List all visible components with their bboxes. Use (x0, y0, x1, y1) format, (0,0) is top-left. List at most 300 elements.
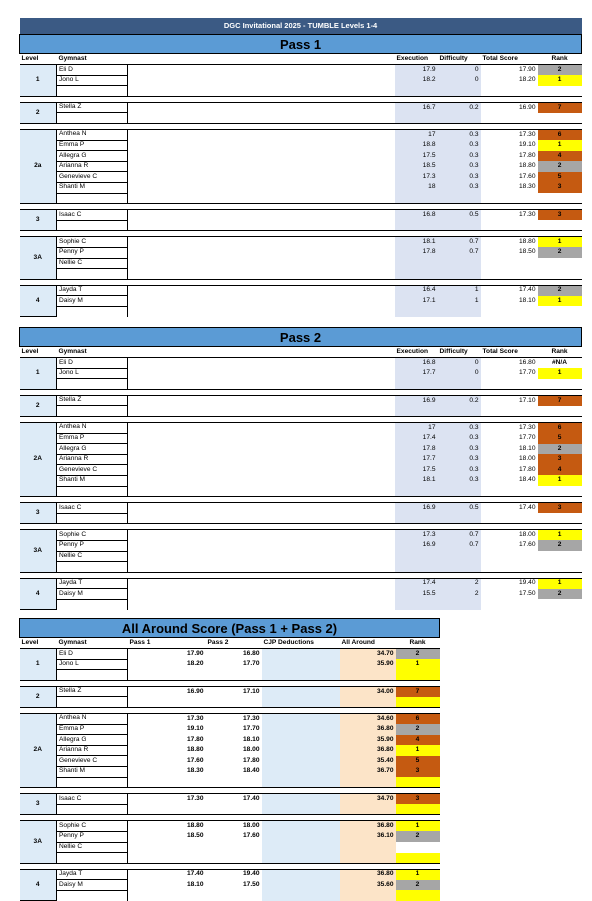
allaround-score (340, 777, 396, 788)
pass2-score: 18.10 (242, 735, 260, 743)
execution-score: 17.7 (395, 454, 438, 465)
gymnast-name (57, 86, 128, 97)
table-row (20, 102, 582, 113)
execution-score: 18.2 (395, 75, 438, 86)
level-cell: 2 (20, 395, 57, 416)
rank-header: Rank (538, 347, 582, 358)
execution-score: 17.5 (395, 465, 438, 476)
pass1-sheet (19, 18, 582, 317)
table-row (20, 247, 582, 258)
difficulty-score: 0 (438, 75, 481, 86)
cjp-deduction (262, 777, 340, 788)
allaround-score: 36.80 (340, 869, 396, 880)
cjp-deduction (262, 659, 340, 670)
execution-score: 17.9 (395, 65, 438, 76)
execution-score: 16.9 (395, 503, 438, 514)
execution-score: 17.4 (395, 433, 438, 444)
header-row (20, 347, 582, 358)
gymnast-name: Emma P (57, 724, 128, 735)
table-row (20, 686, 440, 697)
allaround-score: 34.00 (340, 686, 396, 697)
execution-score: 18.1 (395, 475, 438, 486)
gymnast-name: Stella Z (57, 686, 128, 697)
total-score: 17.60 (481, 172, 538, 183)
rank-badge: 7 (396, 686, 440, 697)
spacer-cell (128, 172, 395, 183)
execution-score: 16.9 (395, 395, 438, 406)
table-row (20, 65, 582, 76)
difficulty-score: 0.3 (438, 444, 481, 455)
total-score (481, 551, 538, 562)
pass1-score (128, 670, 206, 681)
spacer-cell (128, 358, 395, 369)
difficulty-score (438, 86, 481, 97)
rank-badge: 3 (538, 503, 582, 514)
gymnast-name: Eli D (57, 649, 128, 660)
difficulty-score: 0.3 (438, 182, 481, 193)
cjp-deduction (262, 724, 340, 735)
cjp-deduction (262, 735, 340, 746)
level-cell: 4 (20, 869, 57, 901)
rank-badge: 1 (396, 659, 440, 670)
pass1-score: 18.50 (186, 832, 204, 840)
difficulty-score: 0.2 (438, 102, 481, 113)
table-row (20, 220, 582, 231)
rank-badge: 1 (538, 530, 582, 541)
total-score (481, 513, 538, 524)
allaround-score (340, 697, 396, 708)
gymnast-name (57, 379, 128, 390)
pass2-sheet (19, 327, 582, 610)
allaround-score: 36.10 (340, 831, 396, 842)
rank-badge: 2 (538, 161, 582, 172)
gymnast-name: Arianna R (57, 454, 128, 465)
execution-score (395, 306, 438, 317)
rank-badge (396, 890, 440, 901)
allaround-score: 35.90 (340, 735, 396, 746)
table-row (20, 306, 582, 317)
total-score: 18.10 (481, 296, 538, 307)
total-header: Total Score (481, 347, 538, 358)
gymnast-name: Allegra G (57, 735, 128, 746)
level-header: Level (20, 347, 57, 358)
total-header: Total Score (481, 54, 538, 65)
difficulty-score: 0.3 (438, 151, 481, 162)
rank-badge: 4 (538, 465, 582, 476)
gymnast-name: Eli D (57, 65, 128, 76)
execution-score (395, 513, 438, 524)
difficulty-score (438, 269, 481, 280)
gymnast-name: Penny P (57, 831, 128, 842)
cjp-deduction (262, 869, 340, 880)
table-row (20, 766, 440, 777)
spacer-cell (128, 513, 395, 524)
allaround-table (19, 618, 440, 901)
gymnast-name: Emma P (57, 140, 128, 151)
table-row (20, 551, 582, 562)
table-row (20, 745, 440, 756)
difficulty-score: 2 (438, 578, 481, 589)
table-row (20, 540, 582, 551)
table-row (20, 486, 582, 497)
rank-badge: 6 (396, 713, 440, 724)
gymnast-name: Genevieve C (57, 172, 128, 183)
difficulty-score (438, 379, 481, 390)
spacer-cell (128, 210, 395, 221)
difficulty-score (438, 406, 481, 417)
rank-badge (538, 513, 582, 524)
gymnast-name: Allegra G (57, 151, 128, 162)
total-score: 17.70 (481, 368, 538, 379)
spacer-cell (128, 422, 395, 433)
gymnast-name: Sophie C (57, 530, 128, 541)
rank-badge: 3 (538, 210, 582, 221)
rank-badge: 1 (396, 869, 440, 880)
gymnast-name (57, 697, 128, 708)
total-score: 17.30 (481, 422, 538, 433)
total-score: 19.40 (481, 578, 538, 589)
total-score: 17.60 (481, 540, 538, 551)
level-cell: 1 (20, 358, 57, 390)
rank-badge: 3 (396, 766, 440, 777)
pass1-score: 18.30 (186, 767, 204, 775)
total-score: 17.80 (481, 151, 538, 162)
pass2-score: 18.40 (242, 767, 260, 775)
difficulty-score: 0 (438, 368, 481, 379)
gymnast-name: Jayda T (57, 869, 128, 880)
gymnast-name: Nellie C (57, 258, 128, 269)
cjp-header: CJP Deductions (262, 638, 340, 649)
total-score: 18.30 (481, 182, 538, 193)
total-score (481, 486, 538, 497)
rank-badge: 7 (538, 102, 582, 113)
spacer-cell (128, 406, 395, 417)
pass2-score: 18.00 (242, 822, 260, 830)
spacer-cell (128, 475, 395, 486)
total-score: 18.80 (481, 237, 538, 248)
cjp-deduction (262, 842, 340, 853)
difficulty-score: 0.3 (438, 129, 481, 140)
spacer-cell (128, 306, 395, 317)
rank-badge: 2 (538, 589, 582, 600)
level-header: Level (20, 638, 57, 649)
pass2-score: 17.80 (242, 756, 260, 764)
pass1-score: 18.20 (186, 660, 204, 668)
table-row (20, 804, 440, 815)
table-row (20, 210, 582, 221)
gymnast-header: Gymnast (57, 638, 128, 649)
table-row (20, 777, 440, 788)
table-row (20, 237, 582, 248)
rank-badge: 1 (538, 75, 582, 86)
execution-score (395, 113, 438, 124)
level-cell: 3A (20, 530, 57, 572)
gymnast-name (57, 804, 128, 815)
total-score: 16.80 (481, 358, 538, 369)
spacer-cell (128, 75, 395, 86)
pass1-score: 17.30 (186, 714, 204, 722)
allaround-score: 36.80 (340, 724, 396, 735)
pass2-score (206, 777, 262, 788)
allaround-score: 36.80 (340, 821, 396, 832)
gymnast-name: Daisy M (57, 880, 128, 891)
spacer-cell (128, 247, 395, 258)
table-row (20, 869, 440, 880)
table-row (20, 454, 582, 465)
difficulty-header: Difficulty (438, 54, 481, 65)
allaround-header: All Around (340, 638, 396, 649)
table-row (20, 269, 582, 280)
table-row (20, 395, 582, 406)
gymnast-name: Isaac C (57, 503, 128, 514)
gymnast-name: Nellie C (57, 842, 128, 853)
cjp-deduction (262, 670, 340, 681)
difficulty-score: 0.7 (438, 540, 481, 551)
allaround-score: 34.70 (340, 649, 396, 660)
level-cell: 2 (20, 686, 57, 707)
execution-header: Execution (395, 54, 438, 65)
total-score: 17.70 (481, 433, 538, 444)
table-row (20, 368, 582, 379)
pass2-score: 17.60 (242, 832, 260, 840)
gymnast-name (57, 853, 128, 864)
table-row (20, 670, 440, 681)
execution-score: 16.8 (395, 210, 438, 221)
rank-badge: 2 (538, 65, 582, 76)
pass1-score: 17.60 (186, 756, 204, 764)
difficulty-score (438, 513, 481, 524)
execution-score: 17.3 (395, 530, 438, 541)
gymnast-name: Shanti M (57, 182, 128, 193)
execution-score: 18.1 (395, 237, 438, 248)
pass1-header: Pass 1 (128, 638, 206, 649)
rank-badge (538, 113, 582, 124)
table-row (20, 724, 440, 735)
gymnast-name: Penny P (57, 247, 128, 258)
gymnast-name (57, 513, 128, 524)
level-cell: 1 (20, 649, 57, 681)
total-score: 18.10 (481, 444, 538, 455)
rank-badge: 6 (538, 422, 582, 433)
spacer-cell (128, 368, 395, 379)
table-row (20, 890, 440, 901)
total-score: 19.10 (481, 140, 538, 151)
difficulty-score: 0.7 (438, 530, 481, 541)
spacer-cell (128, 296, 395, 307)
pass1-title: Pass 1 (20, 35, 582, 54)
pass2-score: 17.70 (242, 660, 260, 668)
execution-score: 17.8 (395, 444, 438, 455)
table-row (20, 86, 582, 97)
gymnast-header: Gymnast (57, 54, 128, 65)
difficulty-score (438, 220, 481, 231)
table-row (20, 113, 582, 124)
execution-score: 17.3 (395, 172, 438, 183)
rank-badge: 3 (538, 182, 582, 193)
table-row (20, 140, 582, 151)
level-cell: 3 (20, 794, 57, 815)
total-score (481, 599, 538, 610)
table-row (20, 649, 440, 660)
gymnast-name: Jono L (57, 659, 128, 670)
gymnast-name: Penny P (57, 540, 128, 551)
table-row (20, 129, 582, 140)
gymnast-name (57, 113, 128, 124)
allaround-score: 34.70 (340, 794, 396, 805)
total-score: 18.50 (481, 247, 538, 258)
spacer-cell (128, 444, 395, 455)
rank-badge: 5 (538, 433, 582, 444)
total-score: 17.10 (481, 395, 538, 406)
level-cell: 4 (20, 578, 57, 610)
total-score: 18.80 (481, 161, 538, 172)
gymnast-name: Daisy M (57, 589, 128, 600)
rank-badge: 1 (538, 296, 582, 307)
spacer-cell (128, 599, 395, 610)
execution-score: 15.5 (395, 589, 438, 600)
difficulty-score (438, 562, 481, 573)
level-cell: 2A (20, 713, 57, 787)
table-row (20, 697, 440, 708)
spacer-header (128, 347, 395, 358)
table-row (20, 285, 582, 296)
pass1-score (128, 890, 206, 901)
table-row (20, 831, 440, 842)
gymnast-name: Sophie C (57, 237, 128, 248)
difficulty-score: 0.7 (438, 237, 481, 248)
allaround-score: 35.60 (340, 880, 396, 891)
rank-badge: 1 (538, 475, 582, 486)
rank-badge (396, 842, 440, 853)
rank-header: Rank (538, 54, 582, 65)
rank-badge (538, 562, 582, 573)
pass1-score (128, 697, 206, 708)
rank-badge (538, 406, 582, 417)
execution-score (395, 562, 438, 573)
pass1-score: 16.90 (186, 687, 204, 695)
execution-score: 18.5 (395, 161, 438, 172)
cjp-deduction (262, 766, 340, 777)
difficulty-score: 2 (438, 589, 481, 600)
gymnast-name: Isaac C (57, 794, 128, 805)
pass1-table (19, 18, 582, 317)
rank-badge: 1 (396, 745, 440, 756)
difficulty-score (438, 486, 481, 497)
rank-badge (538, 551, 582, 562)
table-row (20, 358, 582, 369)
total-score: 17.40 (481, 285, 538, 296)
table-row (20, 599, 582, 610)
table-row (20, 842, 440, 853)
spacer-cell (128, 454, 395, 465)
table-row (20, 756, 440, 767)
table-row (20, 433, 582, 444)
table-row (20, 296, 582, 307)
allaround-score (340, 842, 396, 853)
pass2-header: Pass 2 (206, 638, 262, 649)
spacer-cell (128, 503, 395, 514)
difficulty-score: 0.7 (438, 247, 481, 258)
table-row (20, 880, 440, 891)
spacer-cell (128, 258, 395, 269)
table-row (20, 75, 582, 86)
cjp-deduction (262, 794, 340, 805)
rank-badge (538, 258, 582, 269)
rank-badge: 2 (396, 649, 440, 660)
level-header: Level (20, 54, 57, 65)
cjp-deduction (262, 821, 340, 832)
pass2-score: 18.00 (242, 746, 260, 754)
total-score (481, 86, 538, 97)
difficulty-score: 0.2 (438, 395, 481, 406)
difficulty-score: 0.3 (438, 465, 481, 476)
level-cell: 2a (20, 129, 57, 203)
rank-badge (396, 670, 440, 681)
pass2-score: 17.50 (242, 880, 260, 888)
difficulty-score (438, 599, 481, 610)
pass2-score: 17.10 (242, 687, 260, 695)
spacer-cell (128, 530, 395, 541)
execution-score: 17 (395, 422, 438, 433)
gymnast-name: Arianna R (57, 161, 128, 172)
gymnast-name: Daisy M (57, 296, 128, 307)
difficulty-score (438, 551, 481, 562)
gymnast-name (57, 486, 128, 497)
pass1-score: 17.40 (186, 870, 204, 878)
total-score: 18.40 (481, 475, 538, 486)
rank-badge: 1 (538, 578, 582, 589)
gymnast-name (57, 562, 128, 573)
spacer-cell (128, 551, 395, 562)
allaround-score: 36.80 (340, 745, 396, 756)
rank-badge (538, 86, 582, 97)
difficulty-header: Difficulty (438, 347, 481, 358)
spacer-cell (128, 285, 395, 296)
difficulty-score: 0.3 (438, 454, 481, 465)
pass2-score: 17.70 (242, 725, 260, 733)
spacer-cell (128, 395, 395, 406)
total-score (481, 406, 538, 417)
spacer-cell (128, 379, 395, 390)
execution-header: Execution (395, 347, 438, 358)
spacer-cell (128, 433, 395, 444)
table-row (20, 794, 440, 805)
pass2-title: Pass 2 (20, 328, 582, 347)
table-row (20, 182, 582, 193)
pass1-score (128, 842, 206, 853)
table-row (20, 853, 440, 864)
spacer-cell (128, 129, 395, 140)
spacer-cell (128, 269, 395, 280)
execution-score: 16.8 (395, 358, 438, 369)
total-score: 17.30 (481, 129, 538, 140)
table-row (20, 258, 582, 269)
table-row (20, 475, 582, 486)
rank-badge: 2 (538, 540, 582, 551)
rank-badge: 1 (538, 140, 582, 151)
table-row (20, 379, 582, 390)
banner-title: DGC Invitational 2025 - TUMBLE Levels 1-4 (20, 18, 582, 35)
difficulty-score: 0.3 (438, 433, 481, 444)
gymnast-name: Emma P (57, 433, 128, 444)
rank-badge: 6 (538, 129, 582, 140)
rank-badge: 2 (396, 831, 440, 842)
rank-badge: 1 (538, 237, 582, 248)
execution-score (395, 599, 438, 610)
table-row (20, 513, 582, 524)
gymnast-name: Stella Z (57, 395, 128, 406)
gymnast-name: Genevieve C (57, 756, 128, 767)
